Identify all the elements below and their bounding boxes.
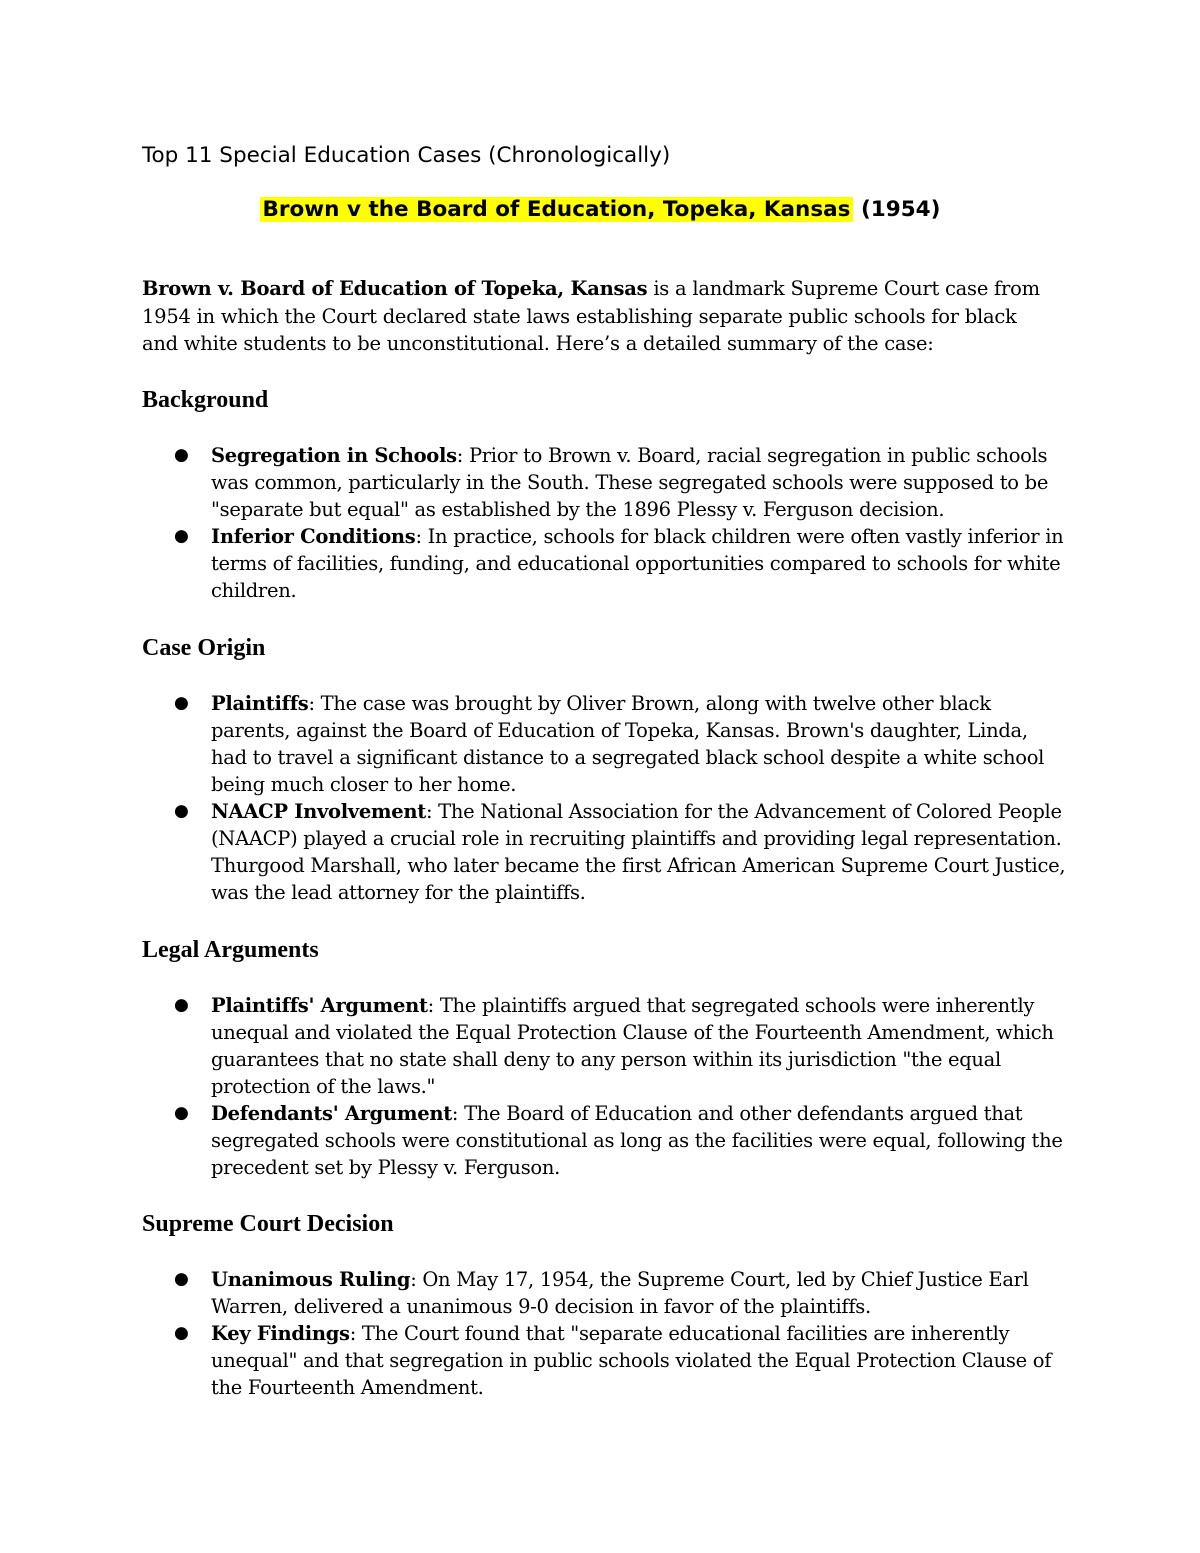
bullet-icon: ● [174,801,189,821]
bullet-term: Key Findings [211,1322,350,1345]
list-item [142,523,1067,604]
section-heading-background: Background [142,387,269,413]
document-title: Top 11 Special Education Cases (Chronologically) [142,143,671,168]
intro-text: is a landmark Supreme Court case from 1954 in which the Court declared state laws establishing separate public schools for black and white students to be unconstitutional. Here’s a detailed summary of the case: [142,277,1040,355]
bullet-icon: ● [174,445,189,465]
intro-paragraph [142,275,1042,358]
bullet-icon: ● [174,995,189,1015]
bullet-icon: ● [174,1103,189,1123]
bullet-icon: ● [174,526,189,546]
bullet-term: Defendants' Argument [211,1102,452,1125]
bullet-term: Segregation in Schools [211,444,457,467]
case-year: (1954) [853,197,941,222]
bullet-text: : On May 17, 1954, the Supreme Court, led by Chief Justice Earl Warren, delivered a unanimous 9-0 decision in favor of the plaintiffs. [211,1268,1029,1318]
background-list [142,442,1067,604]
case-title [0,195,1200,225]
list-item [142,1320,1067,1401]
bullet-term: Plaintiffs' Argument [211,994,428,1017]
bullet-text: : The Board of Education and other defendants argued that segregated schools were constitutional as long as the facilities were equal, following the precedent set by Plessy v. Ferguson. [211,1102,1063,1179]
case-origin-list [142,690,1067,906]
bullet-text: : The National Association for the Advancement of Colored People (NAACP) played a crucial role in recruiting plaintiffs and providing legal representation. Thurgood Marshall, who later became the first African American Supreme Court Justice, was the lead attorney for the plaintiffs. [211,800,1066,904]
list-item [142,1266,1067,1320]
bullet-icon: ● [174,1269,189,1289]
section-heading-case-origin: Case Origin [142,635,266,661]
bullet-term: Plaintiffs [211,692,309,715]
list-item [142,992,1067,1100]
bullet-text: : In practice, schools for black children were often vastly inferior in terms of facilities, funding, and educational opportunities compared to schools for white children. [211,525,1064,602]
list-item [142,690,1067,798]
bullet-term: Unanimous Ruling [211,1268,411,1291]
bullet-term: Inferior Conditions [211,525,416,548]
intro-lead: Brown v. Board of Education of Topeka, Kansas [142,277,648,300]
bullet-icon: ● [174,1323,189,1343]
section-heading-legal-arguments: Legal Arguments [142,937,319,963]
list-item [142,1100,1067,1181]
legal-arguments-list [142,992,1067,1181]
section-heading-supreme-court-decision: Supreme Court Decision [142,1211,394,1237]
bullet-text: : The Court found that "separate educational facilities are inherently unequal" and that segregation in public schools violated the Equal Protection Clause of the Fourteenth Amendment. [211,1322,1052,1399]
bullet-term: NAACP Involvement [211,800,426,823]
list-item [142,798,1067,906]
list-item [142,442,1067,523]
bullet-text: : The plaintiffs argued that segregated schools were inherently unequal and violated the Equal Protection Clause of the Fourteenth Amendment, which guarantees that no state shall deny to any person within its jurisdiction "the equal protection of the laws." [211,994,1054,1098]
supreme-court-decision-list [142,1266,1067,1401]
bullet-text: : Prior to Brown v. Board, racial segregation in public schools was common, particularly in the South. These segregated schools were supposed to be "separate but equal" as established by the 1896 Plessy v. Ferguson decision. [211,444,1049,521]
bullet-icon: ● [174,693,189,713]
bullet-text: : The case was brought by Oliver Brown, along with twelve other black parents, against the Board of Education of Topeka, Kansas. Brown's daughter, Linda, had to travel a significant distance to a segregated black school despite a white school being much closer to her home. [211,692,1045,796]
case-title-highlight: Brown v the Board of Education, Topeka, Kansas [260,197,854,222]
